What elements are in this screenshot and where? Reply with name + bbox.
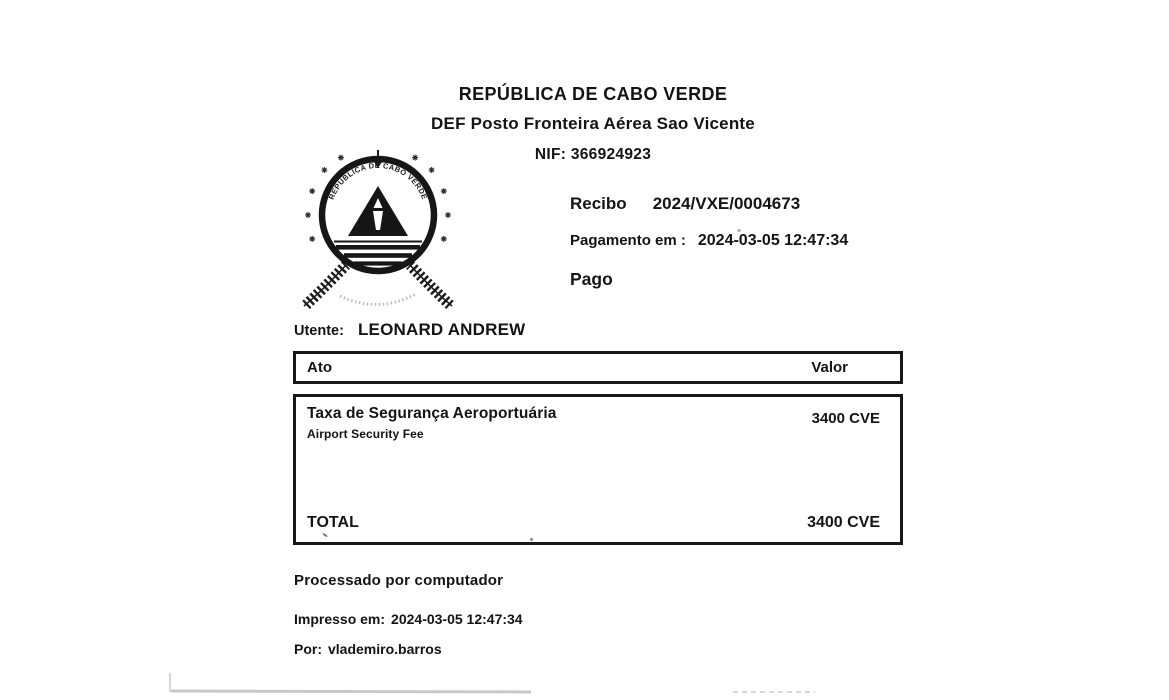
table-header xyxy=(293,351,903,384)
table-body xyxy=(293,394,903,545)
utente-name: LEONARD ANDREW xyxy=(357,320,526,339)
utente-label: Utente: xyxy=(294,323,344,339)
col-header-ato: Ato xyxy=(307,359,332,376)
seal-arched-text: REPÚBLICA DE CABO VERDE xyxy=(326,160,430,201)
scan-edge-line xyxy=(171,690,531,694)
payment-status: Pago xyxy=(570,269,613,289)
scan-speck xyxy=(530,538,533,541)
pagamento-label: Pagamento em : xyxy=(570,232,686,249)
printed-by-line xyxy=(294,641,442,657)
recibo-line xyxy=(570,194,800,214)
scan-edge-corner xyxy=(169,673,171,692)
recibo-number: 2024/VXE/0004673 xyxy=(652,194,801,213)
printed-datetime: 2024-03-05 12:47:34 xyxy=(391,611,523,627)
scan-speck xyxy=(737,229,741,232)
scan-edge-dashes xyxy=(733,691,815,693)
nif-label: NIF: xyxy=(534,146,567,163)
seal-branch-right xyxy=(409,264,452,306)
cabo-verde-seal-icon xyxy=(288,150,468,312)
utente-line xyxy=(294,320,525,340)
seal-garland xyxy=(340,294,416,305)
pagamento-line xyxy=(570,232,848,250)
row-description-en: Airport Security Fee xyxy=(307,427,424,441)
by-label: Por: xyxy=(294,641,322,657)
total-row xyxy=(296,514,900,532)
seal-triangle-torch xyxy=(348,186,408,236)
row-description-group xyxy=(307,405,556,441)
row-valor: 3400 CVE xyxy=(811,410,880,427)
printed-label: Impresso em: xyxy=(294,611,386,627)
col-header-valor: Valor xyxy=(811,359,848,376)
processed-line: Processado por computador xyxy=(294,572,504,589)
total-label: TOTAL xyxy=(307,514,359,531)
pagamento-datetime: 2024-03-05 12:47:34 xyxy=(697,232,849,249)
nif-value: 366924923 xyxy=(570,146,652,163)
office-name: DEF Posto Fronteira Aérea Sao Vicente xyxy=(431,114,755,133)
recibo-label: Recibo xyxy=(570,194,627,213)
total-valor: 3400 CVE xyxy=(807,514,880,531)
printed-line xyxy=(294,611,523,627)
country-title: REPÚBLICA DE CABO VERDE xyxy=(458,84,728,104)
table-row xyxy=(296,397,900,441)
seal-branch-left xyxy=(304,264,347,306)
row-description: Taxa de Segurança Aeroportuária xyxy=(307,405,557,422)
by-value: vlademiro.barros xyxy=(328,641,442,657)
